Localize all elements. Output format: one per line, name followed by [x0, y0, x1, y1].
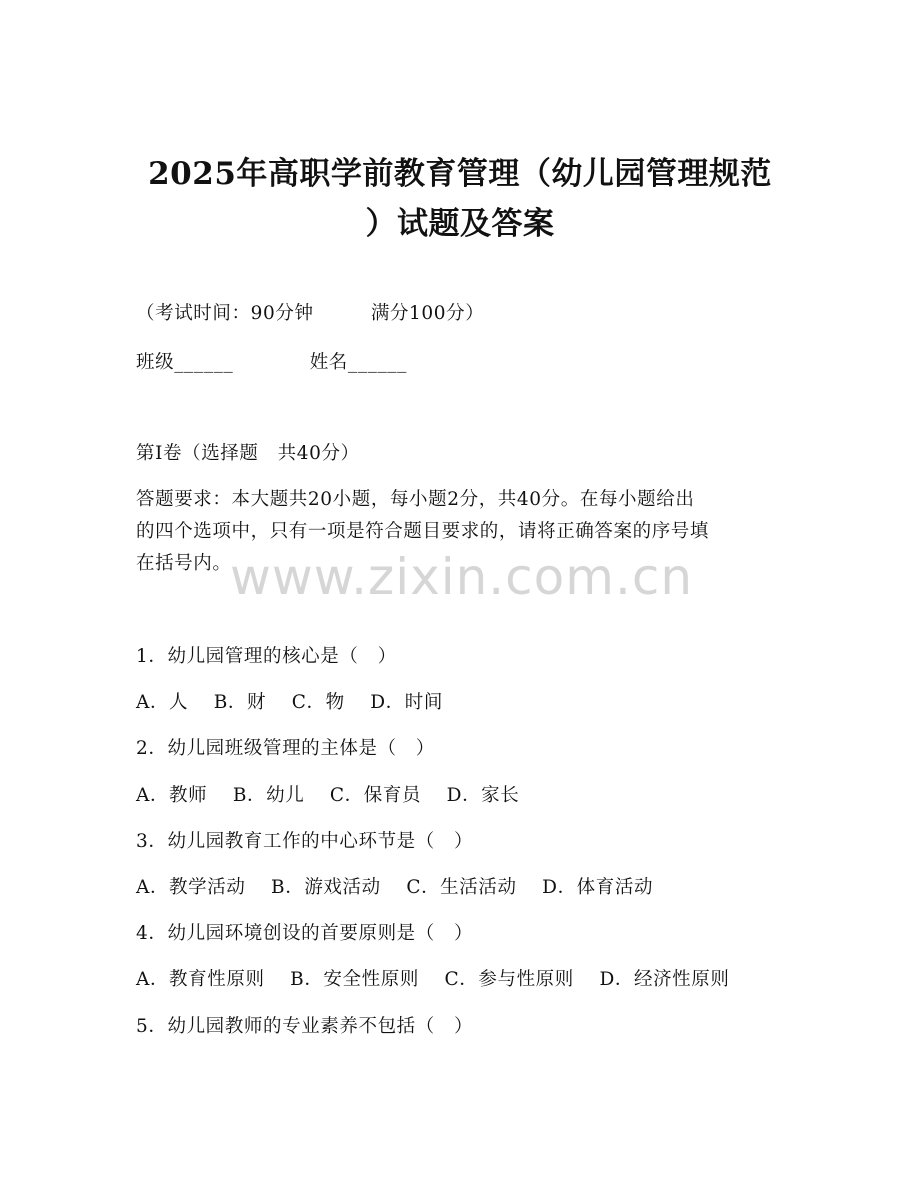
question-3-options: A．教学活动 B．游戏活动 C．生活活动 D．体育活动 — [136, 877, 654, 898]
class-name-line: 班级______ 姓名______ — [136, 352, 408, 373]
exam-info: （考试时间：90分钟 满分100分） — [136, 303, 485, 324]
question-4-stem: 4．幼儿园环境创设的首要原则是（ ） — [136, 923, 474, 944]
document-title-line-1: 2025年高职学前教育管理（幼儿园管理规范 — [148, 156, 772, 192]
question-2-stem: 2．幼儿园班级管理的主体是（ ） — [136, 738, 435, 759]
watermark: www.zixin.com.cn — [230, 548, 694, 606]
instructions-line-3: 在括号内。 — [136, 553, 232, 574]
question-4-options: A．教育性原则 B．安全性原则 C．参与性原则 D．经济性原则 — [136, 969, 730, 990]
question-1-options: A．人 B．财 C．物 D．时间 — [136, 692, 443, 713]
question-5-stem: 5．幼儿园教师的专业素养不包括（ ） — [136, 1016, 474, 1037]
question-3-stem: 3．幼儿园教育工作的中心环节是（ ） — [136, 831, 474, 852]
instructions-line-1: 答题要求：本大题共20小题，每小题2分，共40分。在每小题给出 — [136, 489, 695, 510]
instructions-line-2: 的四个选项中，只有一项是符合题目要求的，请将正确答案的序号填 — [136, 521, 710, 542]
document-title-line-2: ）试题及答案 — [365, 206, 555, 242]
section-heading: 第I卷（选择题 共40分） — [136, 443, 360, 464]
question-2-options: A．教师 B．幼儿 C．保育员 D．家长 — [136, 785, 520, 806]
question-1-stem: 1．幼儿园管理的核心是（ ） — [136, 646, 397, 667]
